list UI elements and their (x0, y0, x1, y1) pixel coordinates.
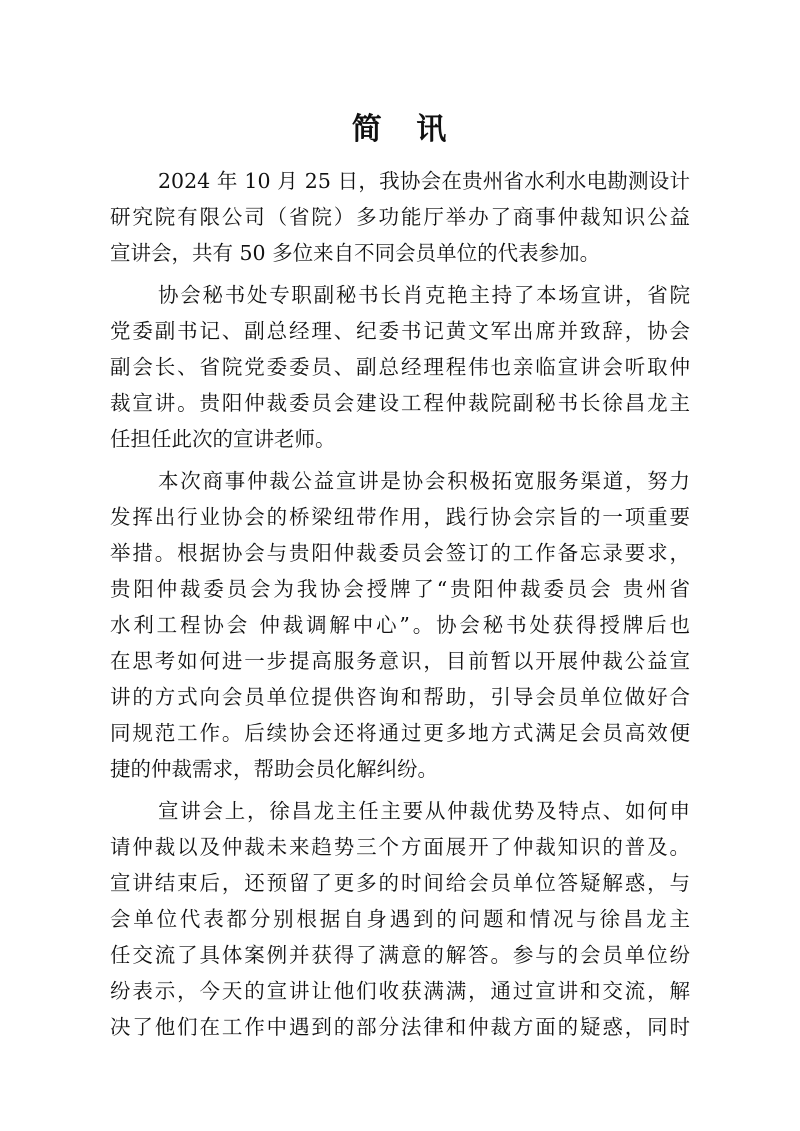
text-line: 水利工程协会 仲裁调解中心”。协会秘书处获得授牌后也 (110, 613, 690, 637)
text-line: 任担任此次的宣讲老师。 (110, 427, 336, 451)
text-line: 本次商事仲裁公益宣讲是协会积极拓宽服务渠道，努力 (158, 469, 690, 493)
text-line: 纷表示，今天的宣讲让他们收获满满，通过宣讲和交流，解 (110, 979, 690, 1003)
document-title: 简 讯 (351, 112, 459, 147)
text-line: 捷的仲裁需求，帮助会员化解纠纷。 (110, 757, 438, 781)
text-line: 任交流了具体案例并获得了满意的解答。参与的会员单位纷 (110, 943, 690, 967)
text-line: 在思考如何进一步提高服务意识，目前暂以开展仲裁公益宣 (110, 649, 690, 673)
paragraph-2 (110, 277, 690, 457)
text-line: 裁宣讲。贵阳仲裁委员会建设工程仲裁院副秘书长徐昌龙主 (110, 391, 690, 415)
text-line: 研究院有限公司（省院）多功能厅举办了商事仲裁知识公益 (110, 205, 690, 229)
text-line: 贵阳仲裁委员会为我协会授牌了“贵阳仲裁委员会 贵州省 (110, 577, 690, 601)
text-line: 举措。根据协会与贵阳仲裁委员会签订的工作备忘录要求， (110, 541, 690, 565)
text-line: 讲的方式向会员单位提供咨询和帮助，引导会员单位做好合 (110, 685, 690, 709)
paragraph-4 (110, 793, 690, 1045)
paragraph-3 (110, 463, 690, 787)
text-line: 同规范工作。后续协会还将通过更多地方式满足会员高效便 (110, 721, 690, 745)
text-line: 会单位代表都分别根据自身遇到的问题和情况与徐昌龙主 (110, 907, 690, 931)
text-line: 副会长、省院党委委员、副总经理程伟也亲临宣讲会听取仲 (110, 355, 690, 379)
text-line: 发挥出行业协会的桥梁纽带作用，践行协会宗旨的一项重要 (110, 505, 690, 529)
text-line: 请仲裁以及仲裁未来趋势三个方面展开了仲裁知识的普及。 (110, 835, 690, 859)
text-line: 决了他们在工作中遇到的部分法律和仲裁方面的疑惑，同时 (110, 1015, 690, 1039)
document-body (110, 163, 690, 1045)
text-line: 宣讲会，共有 50 多位来自不同会员单位的代表参加。 (110, 241, 601, 265)
text-line: 宣讲会上，徐昌龙主任主要从仲裁优势及特点、如何申 (158, 799, 690, 823)
text-line: 党委副书记、副总经理、纪委书记黄文军出席并致辞，协会 (110, 319, 690, 343)
paragraph-1 (110, 163, 690, 271)
text-line: 2024 年 10 月 25 日，我协会在贵州省水利水电勘测设计 (158, 169, 690, 193)
text-line: 协会秘书处专职副秘书长肖克艳主持了本场宣讲，省院 (158, 283, 690, 307)
text-line: 宣讲结束后，还预留了更多的时间给会员单位答疑解惑，与 (110, 871, 690, 895)
